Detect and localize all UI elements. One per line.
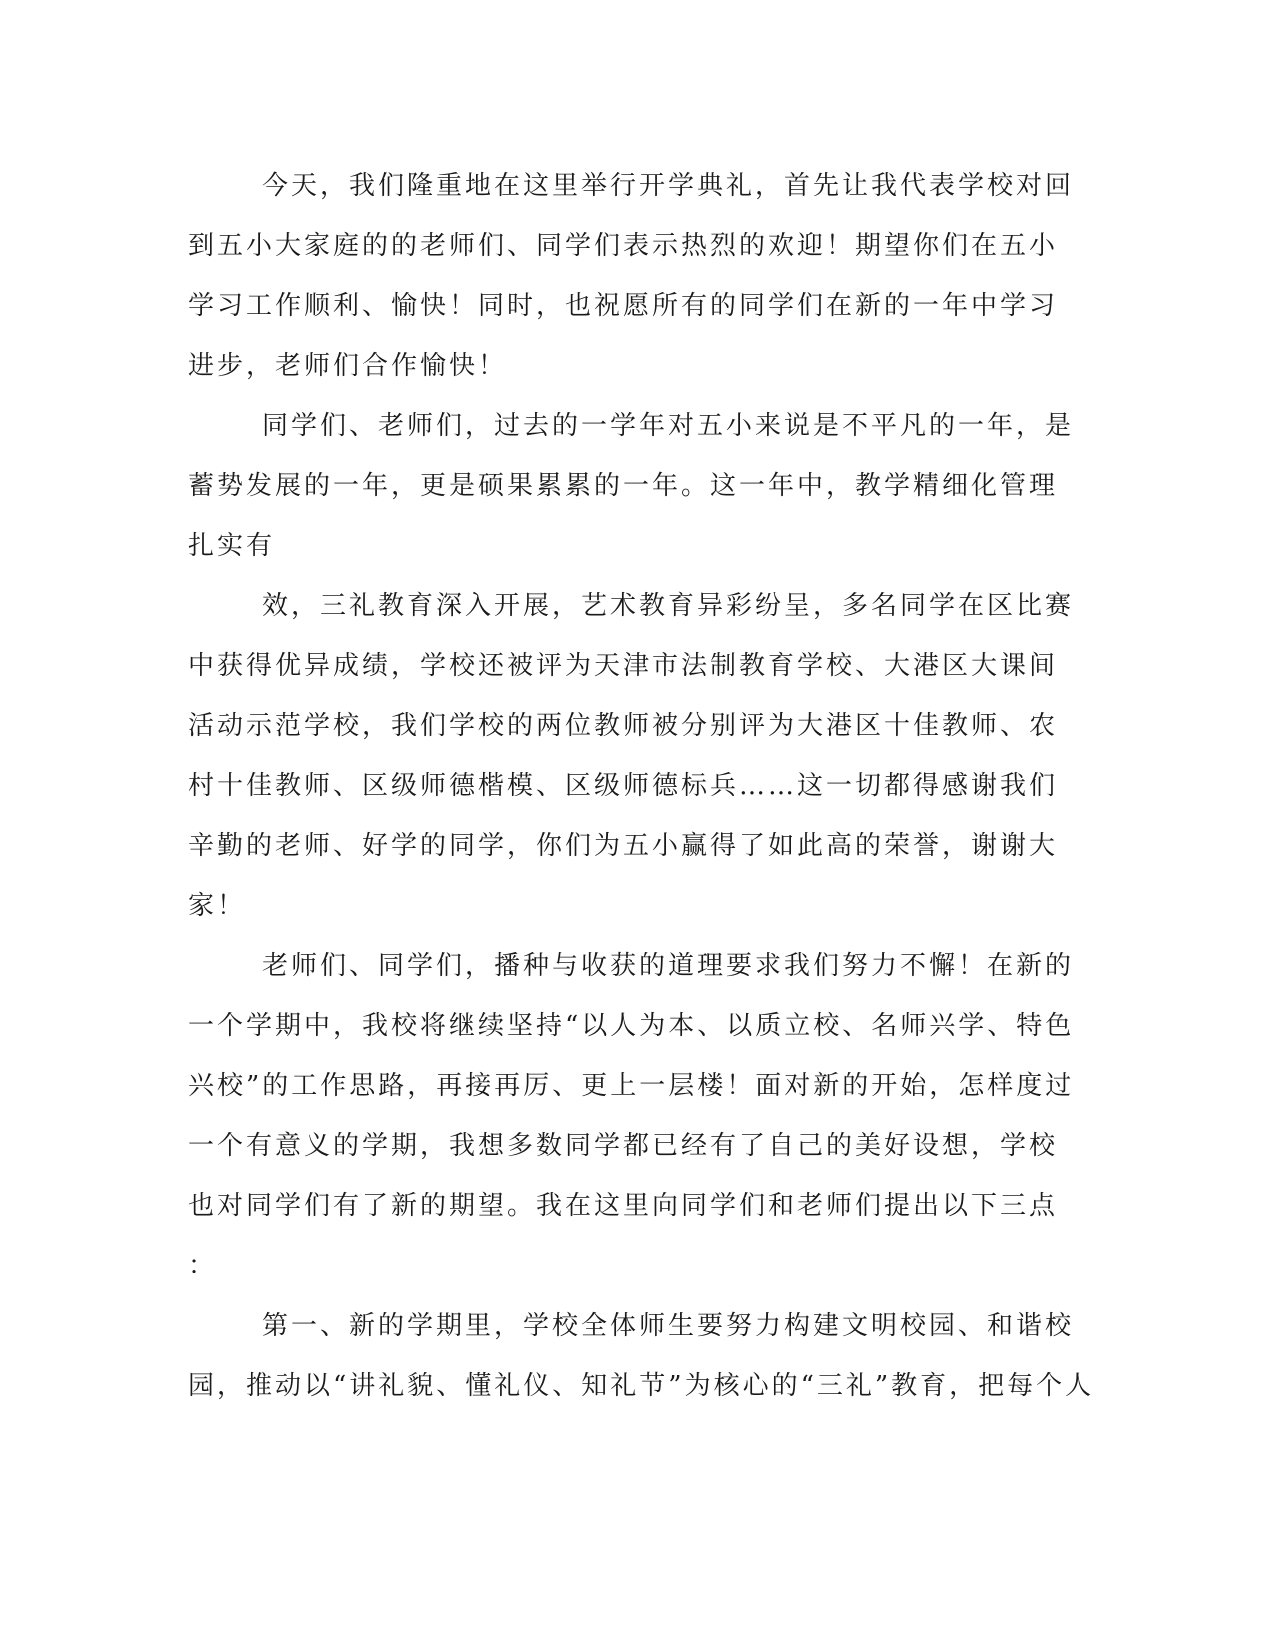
- text-line: 同学们、老师们，过去的一学年对五小来说是不平凡的一年，是: [262, 411, 1075, 441]
- text-line: 一个学期中，我校将继续坚持“以人为本、以质立校、名师兴学、特色: [188, 1011, 1075, 1041]
- text-line: 活动示范学校，我们学校的两位教师被分别评为大港区十佳教师、农: [188, 711, 1059, 741]
- text-line: 也对同学们有了新的期望。我在这里向同学们和老师们提出以下三点: [188, 1191, 1059, 1221]
- text-line: 今天，我们隆重地在这里举行开学典礼，首先让我代表学校对回: [262, 171, 1075, 201]
- text-line: 老师们、同学们，播种与收获的道理要求我们努力不懈！在新的: [262, 951, 1075, 981]
- text-line: 第一、新的学期里，学校全体师生要努力构建文明校园、和谐校: [262, 1311, 1075, 1341]
- text-line: 家！: [188, 891, 247, 921]
- text-line: ：: [188, 1251, 218, 1281]
- text-line: 效，三礼教育深入开展，艺术教育异彩纷呈，多名同学在区比赛: [262, 591, 1075, 621]
- text-line: 蓄势发展的一年，更是硕果累累的一年。这一年中，教学精细化管理: [188, 471, 1059, 501]
- text-line: 中获得优异成绩，学校还被评为天津市法制教育学校、大港区大课间: [188, 651, 1059, 681]
- text-line: 园，推动以“讲礼貌、懂礼仪、知礼节”为核心的“三礼”教育，把每个人: [188, 1371, 1095, 1401]
- text-line: 扎实有: [188, 531, 276, 561]
- text-line: 到五小大家庭的的老师们、同学们表示热烈的欢迎！期望你们在五小: [188, 231, 1059, 261]
- text-line: 辛勤的老师、好学的同学，你们为五小赢得了如此高的荣誉，谢谢大: [188, 831, 1059, 861]
- document-body: [188, 156, 1095, 1416]
- text-line: 学习工作顺利、愉快！同时，也祝愿所有的同学们在新的一年中学习: [188, 291, 1059, 321]
- text-line: 村十佳教师、区级师德楷模、区级师德标兵……这一切都得感谢我们: [188, 771, 1059, 801]
- text-line: 一个有意义的学期，我想多数同学都已经有了自己的美好设想，学校: [188, 1131, 1059, 1161]
- text-line: 兴校”的工作思路，再接再厉、更上一层楼！面对新的开始，怎样度过: [188, 1071, 1075, 1101]
- text-line: 进步，老师们合作愉快！: [188, 351, 508, 381]
